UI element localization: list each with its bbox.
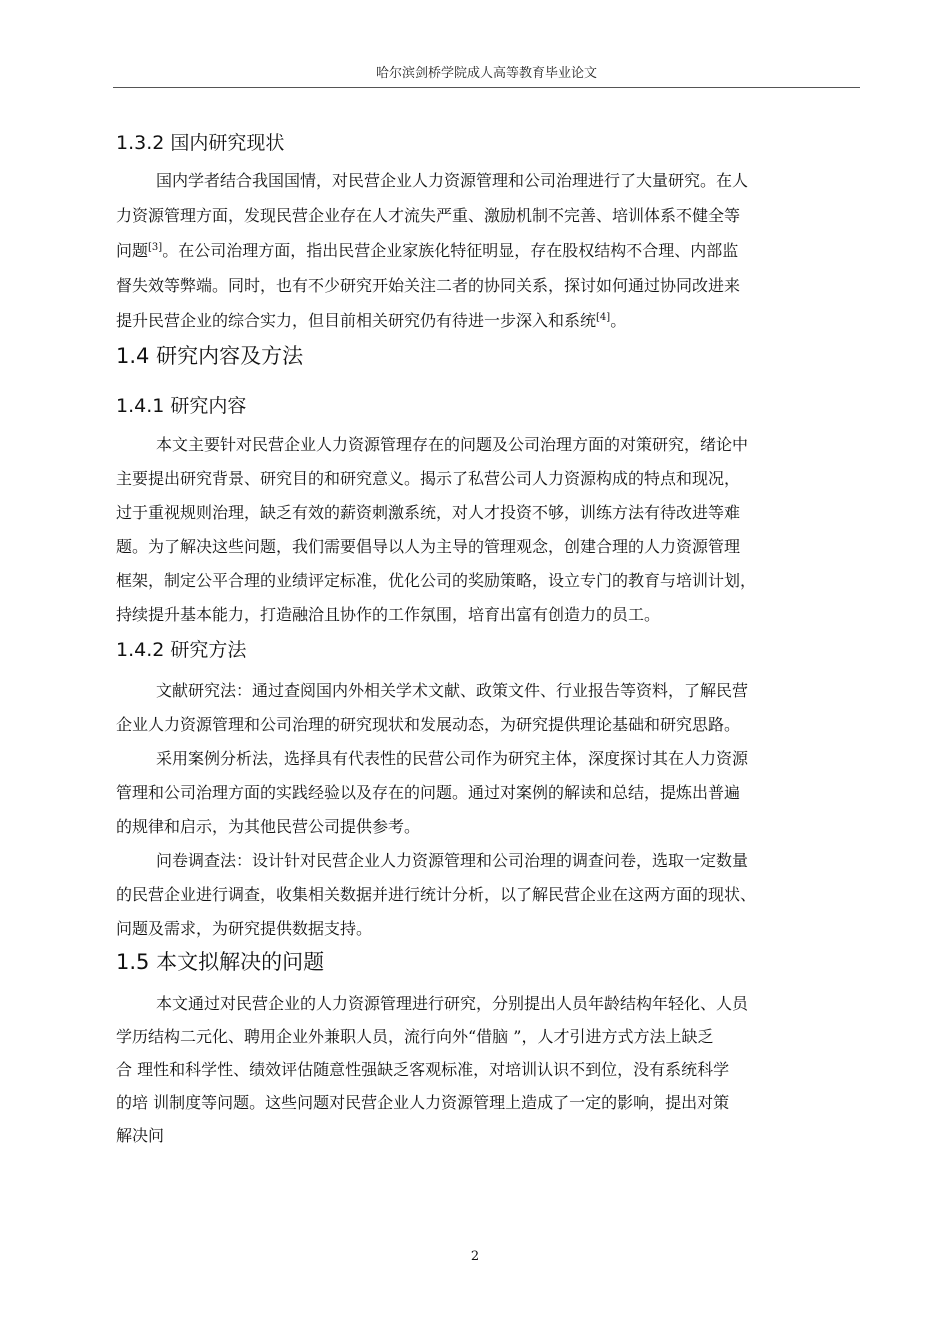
text-line: 学历结构二元化、聘用企业外兼职人员，流行向外“借脑 ”，人才引进方式方法上缺乏 — [116, 1027, 714, 1046]
text-line: 的民营企业进行调查，收集相关数据并进行统计分析，以了解民营企业在这两方面的现状、 — [116, 885, 757, 904]
text-line: 管理和公司治理方面的实践经验以及存在的问题。通过对案例的解读和总结，提炼出普遍 — [116, 783, 741, 802]
text-line: 过于重视规则治理，缺乏有效的薪资刺激系统，对人才投资不够，训练方法有待改进等难 — [116, 503, 741, 522]
heading-1-3-2: 1.3.2 国内研究现状 — [116, 132, 285, 154]
running-header: 哈尔滨剑桥学院成人高等教育毕业论文 — [375, 66, 597, 81]
text-line: 文献研究法：通过查阅国内外相关学术文献、政策文件、行业报告等资料，了解民营 — [156, 681, 749, 700]
text-line: 国内学者结合我国国情，对民营企业人力资源管理和公司治理进行了大量研究。在人 — [156, 171, 749, 190]
text-line: 主要提出研究背景、研究目的和研究意义。揭示了私营公司人力资源构成的特点和现况， — [116, 469, 741, 488]
text-line: 题。为了解决这些问题，我们需要倡导以人为主导的管理观念，创建合理的人力资源管理 — [116, 537, 741, 556]
text-line: 本文通过对民营企业的人力资源管理进行研究，分别提出人员年龄结构年轻化、人员 — [156, 994, 749, 1013]
text-line: 企业人力资源管理和公司治理的研究现状和发展动态，为研究提供理论基础和研究思路。 — [116, 715, 741, 734]
text-line: 解决问 — [116, 1126, 165, 1145]
text-line: 问题及需求，为研究提供数据支持。 — [116, 919, 373, 938]
citation-3: [3] — [148, 242, 163, 253]
heading-1-4: 1.4 研究内容及方法 — [116, 344, 304, 368]
text-line: 合 理性和科学性、绩效评估随意性强缺乏客观标准，对培训认识不到位，没有系统科学 — [116, 1060, 730, 1079]
text-line: 的规律和启示，为其他民营公司提供参考。 — [116, 817, 421, 836]
text-line: 问卷调查法：设计针对民营企业人力资源管理和公司治理的调查问卷，选取一定数量 — [156, 851, 749, 870]
heading-1-4-2: 1.4.2 研究方法 — [116, 639, 247, 661]
header-divider — [113, 87, 860, 88]
text-line: 提升民营企业的综合实力，但目前相关研究仍有待进一步深入和系统[4]。 — [116, 311, 627, 330]
text-line: 的培 训制度等问题。这些问题对民营企业人力资源管理上造成了一定的影响，提出对策 — [116, 1093, 730, 1112]
text-line: 采用案例分析法，选择具有代表性的民营公司作为研究主体，深度探讨其在人力资源 — [156, 749, 749, 768]
text-line: 督失效等弊端。同时，也有不少研究开始关注二者的协同关系，探讨如何通过协同改进来 — [116, 276, 741, 295]
text-line: 问题[3]。在公司治理方面，指出民营企业家族化特征明显，存在股权结构不合理、内部监 — [116, 241, 739, 260]
text-line: 力资源管理方面，发现民营企业存在人才流失严重、激励机制不完善、培训体系不健全等 — [116, 206, 741, 225]
text-line: 持续提升基本能力，打造融洽且协作的工作氛围，培育出富有创造力的员工。 — [116, 605, 661, 624]
text-line: 框架，制定公平合理的业绩评定标准，优化公司的奖励策略，设立专门的教育与培训计划， — [116, 571, 757, 590]
heading-1-5: 1.5 本文拟解决的问题 — [116, 950, 325, 974]
heading-1-4-1: 1.4.1 研究内容 — [116, 395, 247, 417]
citation-4: [4] — [596, 312, 611, 323]
page-number: 2 — [470, 1249, 480, 1264]
text-line: 本文主要针对民营企业人力资源管理存在的问题及公司治理方面的对策研究，绪论中 — [156, 435, 749, 454]
